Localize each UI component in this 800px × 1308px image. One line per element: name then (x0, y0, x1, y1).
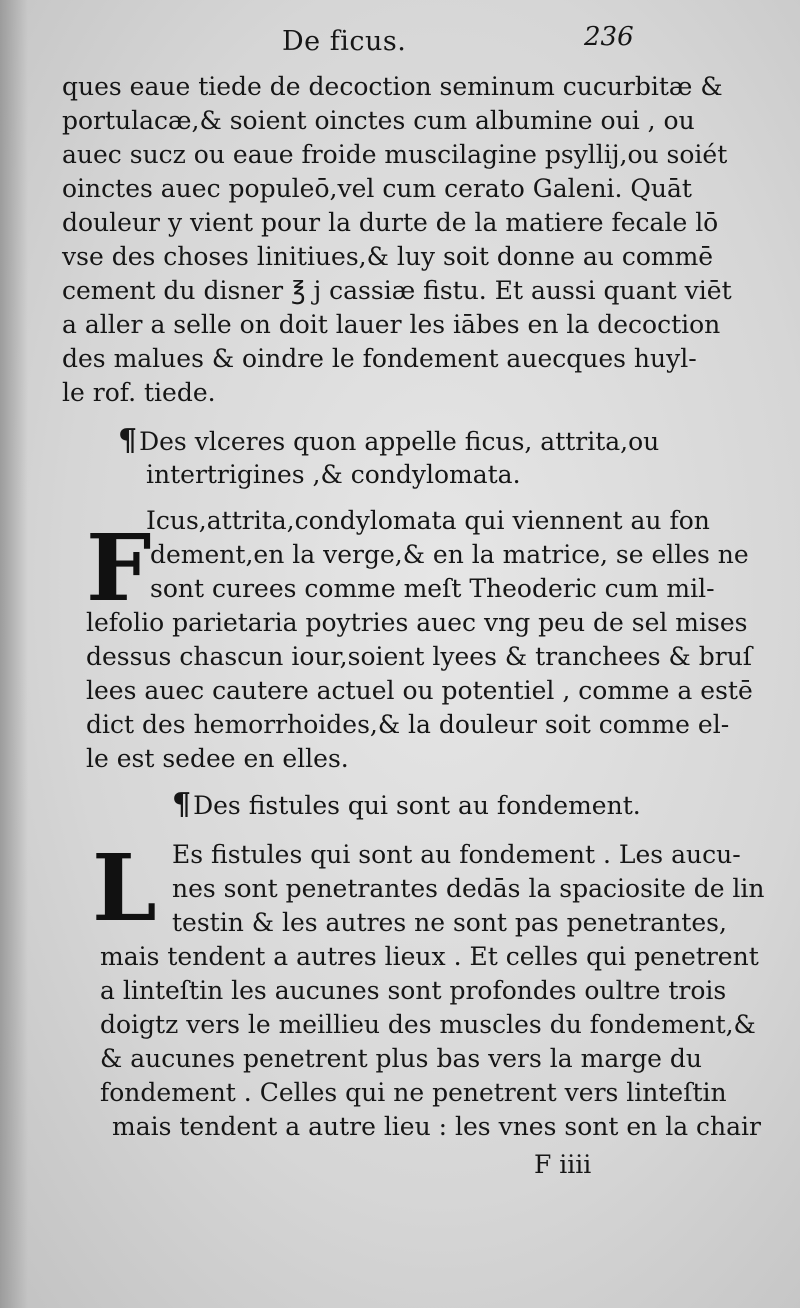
text-line: ques eaue tiede de decoction seminum cucurbitæ & (62, 72, 723, 101)
text-line: portulacæ,& soient oinctes cum albumine oui , ou (62, 106, 695, 135)
text-line: & aucunes penetrent plus bas vers la marge du (100, 1044, 703, 1073)
text-line: dessus chascun iour,soient lyees & tranchees & bruſ (86, 642, 753, 671)
heading-text: Des vlceres quon appelle ficus, attrita,ou (139, 427, 660, 456)
text-line: doigtz vers le meillieu des muscles du fondement,& (100, 1010, 756, 1039)
text-line: des malues & oindre le fondement auecques huyl- (62, 344, 697, 373)
text-line: cement du disner ℥ j cassiæ fistu. Et aussi quant viēt (62, 276, 732, 305)
text-line: nes sont penetrantes dedās la spaciosite de lin (172, 874, 765, 903)
text-line: dict des hemorrhoides,& la douleur soit comme el- (86, 710, 730, 739)
section-heading-fistulas (172, 788, 641, 823)
text-line: auec sucz ou eaue froide muscilagine psyllij,ou soiét (62, 140, 728, 169)
page-gutter-shadow (0, 0, 28, 1308)
text-line: oinctes auec populeō,vel cum cerato Galeni. Quāt (62, 174, 692, 203)
text-line: Icus,attrita,condylomata qui viennent au fon (146, 506, 710, 535)
page-header (0, 22, 800, 62)
text-line: le rof. tiede. (62, 378, 216, 407)
drop-initial-f: F (86, 514, 152, 622)
text-line: le est sedee en elles. (86, 744, 349, 773)
text-line: a aller a selle on doit lauer les iābes en la decoction (62, 310, 721, 339)
signature-mark: F iiii (534, 1150, 592, 1179)
text-line: lefolio parietaria poytries auec vng peu de sel mises (86, 608, 748, 637)
text-line: fondement . Celles qui ne penetrent vers linteſtin (100, 1078, 727, 1107)
text-line: douleur y vient pour la durte de la matiere fecale lō (62, 208, 719, 237)
text-line: mais tendent a autres lieux . Et celles qui penetrent (100, 942, 759, 971)
text-line: lees auec cautere actuel ou potentiel , comme a estē (86, 676, 753, 705)
heading-line (118, 424, 659, 459)
text-line: dement,en la verge,& en la matrice, se elles ne (150, 540, 749, 569)
text-line: Es fistules qui sont au fondement . Les aucu- (172, 840, 741, 869)
text-line: testin & les autres ne sont pas penetrantes, (172, 908, 727, 937)
pilcrow-icon: ¶ (118, 423, 138, 458)
text-line: mais tendent a autre lieu : les vnes sont en la chair (112, 1112, 761, 1141)
running-title: De ficus. (282, 26, 407, 57)
text-line: sont curees comme meſt Theoderic cum mil- (150, 574, 715, 603)
text-line: a linteſtin les aucunes sont profondes oultre trois (100, 976, 727, 1005)
heading-text: Des fistules qui sont au fondement. (193, 791, 641, 820)
text-line: vse des choses linitiues,& luy soit donne au commē (62, 242, 714, 271)
heading-line: intertrigines ,& condylomata. (146, 460, 521, 489)
pilcrow-icon: ¶ (172, 787, 192, 822)
page-number: 236 (584, 22, 634, 52)
drop-initial-l: L (92, 834, 157, 942)
